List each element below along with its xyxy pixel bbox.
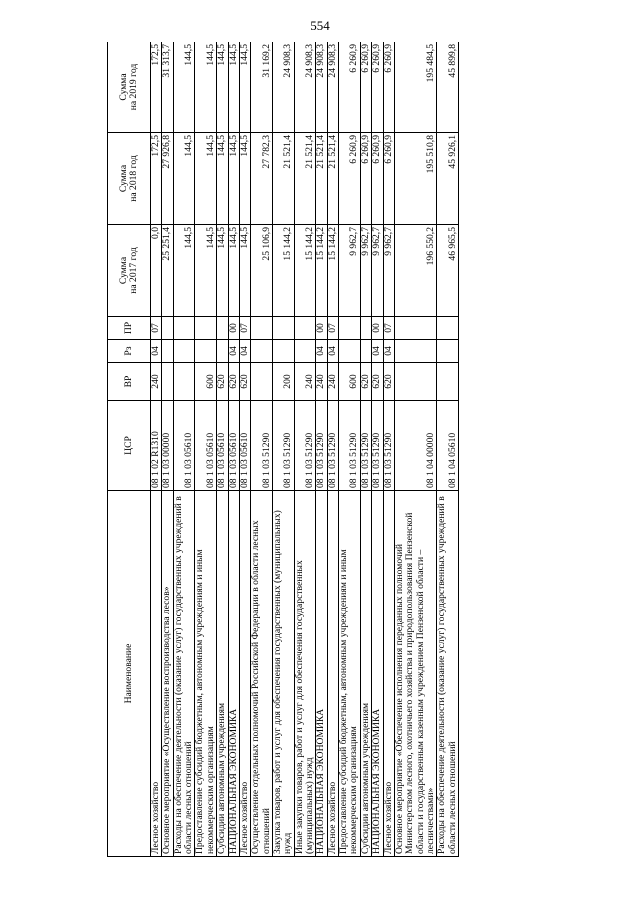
cell-name: Иные закупки товаров, работ и услуг для обеспечения государственных (муниципальных) нужд bbox=[294, 491, 316, 857]
header-rz: Рз bbox=[108, 340, 151, 363]
cell-sum-2019: 31 169,2 bbox=[251, 42, 273, 133]
cell-pr bbox=[360, 317, 371, 340]
cell-vr bbox=[251, 363, 273, 401]
cell-name: Основное мероприятие «Осуществление воспроизводства лесов» bbox=[162, 491, 173, 857]
cell-rz bbox=[360, 340, 371, 363]
cell-rz bbox=[437, 340, 459, 363]
cell-csr: 08 1 03 51290 bbox=[294, 401, 316, 491]
cell-pr: 07 bbox=[239, 317, 250, 340]
cell-sum-2017: 25 251,4 bbox=[162, 225, 173, 317]
cell-csr: 08 1 03 00000 bbox=[162, 401, 173, 491]
cell-rz bbox=[162, 340, 173, 363]
cell-rz bbox=[217, 340, 228, 363]
header-sum-2019-line1: Сумма bbox=[117, 73, 129, 101]
cell-sum-2017: 9 962,7 bbox=[372, 225, 383, 317]
cell-sum-2019: 144,5 bbox=[228, 42, 239, 133]
cell-sum-2018: 144,5 bbox=[228, 133, 239, 225]
cell-sum-2018: 27 926,8 bbox=[162, 133, 173, 225]
cell-rz bbox=[195, 340, 217, 363]
table-header-row bbox=[108, 42, 151, 857]
cell-csr: 08 1 03 51290 bbox=[272, 401, 294, 491]
cell-sum-2018: 6 260,9 bbox=[339, 133, 361, 225]
cell-csr: 08 1 03 51290 bbox=[372, 401, 383, 491]
cell-sum-2017: 15 144,2 bbox=[327, 225, 338, 317]
cell-pr: 07 bbox=[327, 317, 338, 340]
cell-pr: 07 bbox=[383, 317, 394, 340]
cell-rz bbox=[294, 340, 316, 363]
cell-sum-2017: 144,5 bbox=[239, 225, 250, 317]
cell-sum-2018: 21 521,4 bbox=[327, 133, 338, 225]
cell-sum-2017: 25 106,9 bbox=[251, 225, 273, 317]
header-sum-2017-line1: Сумма bbox=[117, 256, 129, 285]
cell-name: Лесное хозяйство bbox=[239, 491, 250, 857]
cell-pr bbox=[272, 317, 294, 340]
table-row bbox=[294, 42, 316, 857]
cell-name: Расходы на обеспечение деятельности (оказание услуг) государственных учреждений в области лесных отношений bbox=[437, 491, 459, 857]
cell-pr bbox=[195, 317, 217, 340]
cell-csr: 08 1 03 05610 bbox=[173, 401, 195, 491]
cell-sum-2017: 9 962,7 bbox=[360, 225, 371, 317]
cell-sum-2017: 9 962,7 bbox=[339, 225, 361, 317]
cell-name: Осуществление отдельных полномочий Российской Федерации в области лесных отношений bbox=[251, 491, 273, 857]
cell-rz: 04 bbox=[239, 340, 250, 363]
cell-sum-2018: 21 521,4 bbox=[294, 133, 316, 225]
cell-csr: 08 1 03 51290 bbox=[327, 401, 338, 491]
header-sum-2019-line2: на 2019 год bbox=[128, 63, 139, 111]
table-row bbox=[239, 42, 250, 857]
cell-pr bbox=[339, 317, 361, 340]
cell-sum-2017: 144,5 bbox=[195, 225, 217, 317]
cell-sum-2019: 31 313,7 bbox=[162, 42, 173, 133]
cell-vr bbox=[394, 363, 436, 401]
cell-pr bbox=[217, 317, 228, 340]
header-sum-2017 bbox=[108, 225, 151, 317]
cell-sum-2019: 6 260,9 bbox=[372, 42, 383, 133]
cell-name: НАЦИОНАЛЬНАЯ ЭКОНОМИКА bbox=[316, 491, 327, 857]
cell-sum-2018: 27 782,3 bbox=[251, 133, 273, 225]
cell-pr: 00 bbox=[316, 317, 327, 340]
cell-csr: 08 1 03 05610 bbox=[239, 401, 250, 491]
cell-name: Субсидии автономным учреждениям bbox=[217, 491, 228, 857]
cell-rz bbox=[251, 340, 273, 363]
header-sum-2018 bbox=[108, 133, 151, 225]
cell-csr: 08 1 04 00000 bbox=[394, 401, 436, 491]
rotated-page-area bbox=[107, 42, 567, 857]
cell-rz bbox=[394, 340, 436, 363]
cell-sum-2017: 9 962,7 bbox=[383, 225, 394, 317]
cell-sum-2017: 144,5 bbox=[173, 225, 195, 317]
cell-vr: 620 bbox=[217, 363, 228, 401]
cell-name: НАЦИОНАЛЬНАЯ ЭКОНОМИКА bbox=[228, 491, 239, 857]
cell-sum-2018: 6 260,9 bbox=[372, 133, 383, 225]
cell-vr: 620 bbox=[228, 363, 239, 401]
cell-vr: 240 bbox=[294, 363, 316, 401]
cell-csr: 08 1 02 R1310 bbox=[151, 401, 162, 491]
page-number: 554 bbox=[310, 18, 330, 33]
cell-sum-2018: 172,5 bbox=[151, 133, 162, 225]
cell-sum-2019: 45 899,8 bbox=[437, 42, 459, 133]
cell-sum-2019: 144,5 bbox=[239, 42, 250, 133]
cell-vr: 240 bbox=[316, 363, 327, 401]
cell-sum-2018: 144,5 bbox=[195, 133, 217, 225]
cell-vr: 240 bbox=[327, 363, 338, 401]
table-row bbox=[151, 42, 162, 857]
cell-sum-2018: 144,5 bbox=[239, 133, 250, 225]
cell-sum-2019: 195 484,5 bbox=[394, 42, 436, 133]
budget-table bbox=[107, 42, 459, 857]
table-row bbox=[228, 42, 239, 857]
cell-sum-2018: 144,5 bbox=[173, 133, 195, 225]
cell-csr: 08 1 03 51290 bbox=[383, 401, 394, 491]
cell-rz bbox=[272, 340, 294, 363]
table-row bbox=[173, 42, 195, 857]
table-row bbox=[316, 42, 327, 857]
table-row bbox=[437, 42, 459, 857]
cell-pr: 07 bbox=[151, 317, 162, 340]
cell-sum-2017: 0,0 bbox=[151, 225, 162, 317]
table-row bbox=[162, 42, 173, 857]
cell-sum-2019: 144,5 bbox=[217, 42, 228, 133]
cell-csr: 08 1 03 05610 bbox=[195, 401, 217, 491]
cell-csr: 08 1 03 05610 bbox=[228, 401, 239, 491]
cell-rz: 04 bbox=[316, 340, 327, 363]
cell-pr bbox=[394, 317, 436, 340]
cell-rz: 04 bbox=[372, 340, 383, 363]
cell-sum-2018: 6 260,9 bbox=[383, 133, 394, 225]
table-row bbox=[339, 42, 361, 857]
cell-pr bbox=[294, 317, 316, 340]
cell-vr bbox=[162, 363, 173, 401]
header-csr: ЦСР bbox=[108, 401, 151, 491]
cell-sum-2017: 15 144,2 bbox=[272, 225, 294, 317]
cell-sum-2019: 24 908,3 bbox=[272, 42, 294, 133]
cell-sum-2019: 144,5 bbox=[195, 42, 217, 133]
table-row bbox=[360, 42, 371, 857]
cell-pr bbox=[173, 317, 195, 340]
cell-sum-2018: 45 926,1 bbox=[437, 133, 459, 225]
cell-vr bbox=[173, 363, 195, 401]
cell-sum-2017: 144,5 bbox=[228, 225, 239, 317]
cell-vr: 600 bbox=[339, 363, 361, 401]
cell-sum-2017: 15 144,2 bbox=[294, 225, 316, 317]
cell-name: Лесное хозяйство bbox=[327, 491, 338, 857]
cell-sum-2017: 196 550,2 bbox=[394, 225, 436, 317]
table-row bbox=[327, 42, 338, 857]
cell-rz: 04 bbox=[228, 340, 239, 363]
cell-rz: 04 bbox=[327, 340, 338, 363]
cell-name: Предоставление субсидий бюджетным, автономным учреждениям и иным некоммерческим организациям bbox=[339, 491, 361, 857]
cell-pr bbox=[162, 317, 173, 340]
cell-sum-2019: 24 908,3 bbox=[316, 42, 327, 133]
table-row bbox=[195, 42, 217, 857]
cell-rz bbox=[173, 340, 195, 363]
cell-name: Субсидии автономным учреждениям bbox=[360, 491, 371, 857]
cell-rz: 04 bbox=[151, 340, 162, 363]
cell-csr: 08 1 03 51290 bbox=[339, 401, 361, 491]
cell-sum-2019: 172,5 bbox=[151, 42, 162, 133]
cell-sum-2018: 6 260,9 bbox=[360, 133, 371, 225]
header-vr: ВР bbox=[108, 363, 151, 401]
cell-rz bbox=[339, 340, 361, 363]
table-row bbox=[217, 42, 228, 857]
cell-sum-2018: 195 510,8 bbox=[394, 133, 436, 225]
cell-sum-2019: 6 260,9 bbox=[339, 42, 361, 133]
cell-pr: 00 bbox=[228, 317, 239, 340]
cell-sum-2018: 21 521,4 bbox=[272, 133, 294, 225]
cell-name: Лесное хозяйство bbox=[151, 491, 162, 857]
cell-sum-2017: 46 965,5 bbox=[437, 225, 459, 317]
header-name: Наименование bbox=[108, 491, 151, 857]
cell-vr: 620 bbox=[372, 363, 383, 401]
cell-name: Закупка товаров, работ и услуг для обеспечения государственных (муниципальных) нужд bbox=[272, 491, 294, 857]
header-sum-2017-line2: на 2017 год bbox=[128, 247, 139, 294]
cell-name: Предоставление субсидий бюджетным, автономным учреждениям и иным некоммерческим организациям bbox=[195, 491, 217, 857]
cell-sum-2019: 24 908,3 bbox=[294, 42, 316, 133]
cell-csr: 08 1 04 05610 bbox=[437, 401, 459, 491]
header-sum-2018-line1: Сумма bbox=[117, 164, 129, 193]
cell-sum-2019: 24 908,3 bbox=[327, 42, 338, 133]
cell-vr: 600 bbox=[195, 363, 217, 401]
cell-vr: 620 bbox=[239, 363, 250, 401]
cell-name: Расходы на обеспечение деятельности (оказание услуг) государственных учреждений в области лесных отношений bbox=[173, 491, 195, 857]
cell-sum-2019: 144,5 bbox=[173, 42, 195, 133]
table-row bbox=[383, 42, 394, 857]
cell-csr: 08 1 03 05610 bbox=[217, 401, 228, 491]
cell-name: Основное мероприятие «Обеспечение исполнения переданных полномочий Министерством лесного, охотничьего хозяйства и природопользования Пензенской области и государственным казенным учреждением Пензенской области – лесничествами» bbox=[394, 491, 436, 857]
cell-rz: 04 bbox=[383, 340, 394, 363]
cell-csr: 08 1 03 51290 bbox=[251, 401, 273, 491]
cell-sum-2017: 144,5 bbox=[217, 225, 228, 317]
cell-csr: 08 1 03 51290 bbox=[316, 401, 327, 491]
cell-vr: 200 bbox=[272, 363, 294, 401]
table-body bbox=[151, 42, 459, 857]
cell-sum-2018: 21 521,4 bbox=[316, 133, 327, 225]
cell-name: Лесное хозяйство bbox=[383, 491, 394, 857]
table-row bbox=[272, 42, 294, 857]
header-pr: ПР bbox=[108, 317, 151, 340]
cell-sum-2019: 6 260,9 bbox=[360, 42, 371, 133]
cell-sum-2018: 144,5 bbox=[217, 133, 228, 225]
header-sum-2019 bbox=[108, 42, 151, 133]
cell-sum-2019: 6 260,9 bbox=[383, 42, 394, 133]
cell-vr bbox=[437, 363, 459, 401]
landscape-table-container bbox=[107, 42, 567, 857]
cell-name: НАЦИОНАЛЬНАЯ ЭКОНОМИКА bbox=[372, 491, 383, 857]
cell-pr: 00 bbox=[372, 317, 383, 340]
cell-pr bbox=[437, 317, 459, 340]
table-row bbox=[251, 42, 273, 857]
table-row bbox=[394, 42, 436, 857]
table-row bbox=[372, 42, 383, 857]
header-sum-2018-line2: на 2018 год bbox=[128, 155, 139, 202]
cell-csr: 08 1 03 51290 bbox=[360, 401, 371, 491]
cell-vr: 620 bbox=[360, 363, 371, 401]
cell-sum-2017: 15 144,2 bbox=[316, 225, 327, 317]
cell-pr bbox=[251, 317, 273, 340]
cell-vr: 620 bbox=[383, 363, 394, 401]
cell-vr: 240 bbox=[151, 363, 162, 401]
